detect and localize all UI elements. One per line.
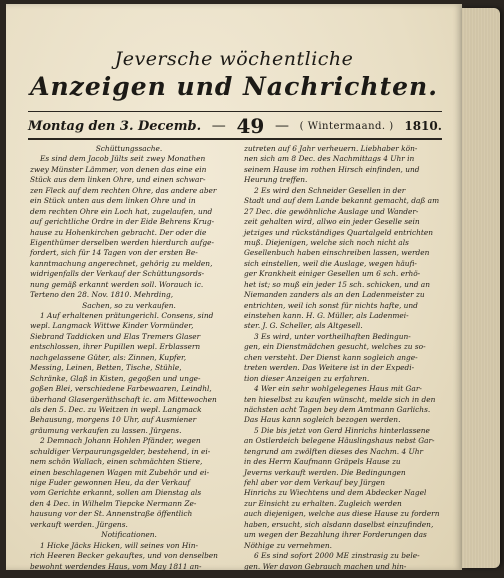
text-line: auch diejenigen, welche aus diese Hause zu fordern: [244, 509, 440, 519]
text-line: einstehen kann. H. G. Müller, als Ladenmei-: [244, 311, 409, 320]
text-line: auf gerichtliche Ordre in der Eide Behrens Krug-: [30, 217, 215, 227]
bottom-rule: [28, 138, 442, 140]
text-line: nächsten acht Tagen bey dem Amtmann Garlichs.: [244, 404, 431, 414]
text-line: fordert, sich für 14 Tagen von der ersten Be-: [30, 248, 198, 258]
text-line: gen. Wer davon Gebrauch machen und hin-: [244, 561, 407, 571]
top-rule: [28, 111, 442, 112]
text-line: Terteno den 28. Nov. 1810. Mehrding,: [30, 290, 174, 300]
text-line: chen versteht. Der Dienst kann sogleich ange-: [244, 352, 418, 362]
text-line: nachgelassene Güter, als: Zinnen, Kupfer,: [30, 352, 187, 362]
text-line: zwey Münster Lämmer, von denen das eine ein: [30, 164, 207, 174]
text-line: gräumung verkaufen zu lassen. Jürgens.: [30, 425, 182, 435]
text-line: entschlossen, ihrer Pupillen wepl. Erblassern: [30, 342, 201, 352]
text-line: zur Einsicht zu erhalten. Zugleich werden: [244, 498, 402, 508]
text-line: vom Gerichte erkannt, sollen am Dienstag als: [30, 488, 202, 498]
masthead-line-2: Anzeigen und Nachrichten.: [30, 72, 438, 101]
text-line: 2 Demnach Johann Hohlen Pfänder, wegen: [40, 436, 201, 446]
text-line: treten werden. Das Weitere ist in der Expedi-: [244, 363, 415, 373]
text-line: tengrund am zwölften dieses des Nachm. 4 Uhr: [244, 446, 424, 456]
text-line: Gesellenbuch haben einschreiben lassen, werden: [244, 248, 430, 258]
text-line: 4 Wer ein sehr wohlgelegenes Haus mit Gar-: [254, 384, 422, 394]
text-line: ster. J. G. Scheller, als Altgesell.: [244, 321, 363, 331]
text-line: 6 Es sind sofort 2000 ME zinstrasig zu bele-: [254, 551, 420, 561]
issue-date: Montag den 3. Decemb.: [28, 118, 202, 134]
text-line: zeit gehalten wird, allwo ein jeder Geselle sein: [244, 217, 420, 227]
left-column: [30, 144, 228, 571]
text-line: 2 Es wird den Schneider Gesellen in der: [254, 185, 406, 195]
text-line: hause zu Hohenkirchen gebracht. Der oder die: [30, 227, 207, 237]
text-line: Eigenthümer derselben werden hierdurch aufge-: [30, 237, 215, 247]
text-line: Behausung, morgens 10 Uhr, auf Ausmiener: [30, 415, 197, 425]
text-line: als den 5. Dec. zu Weitzen in wepl. Langmack: [30, 404, 202, 414]
text-line: 3 Es wird, unter vortheilhaften Bedingun-: [254, 331, 411, 341]
text-line: Schüttungssache.: [95, 144, 163, 153]
text-line: jetziges und rückständiges Quartalgeld entrichten: [244, 227, 433, 237]
text-line: fehl aber vor dem Verkauf bey Jürgen: [244, 478, 385, 487]
text-line: entrichten, weil ich sonst für nichts hafte, und: [244, 300, 418, 310]
text-line: überhand Glasergeräthschaft ic. am Mittewochen: [30, 394, 217, 404]
text-line: wepl. Langmack Wittwe Kinder Vormünder,: [30, 321, 194, 331]
month-name: ( Wintermaand. ): [299, 120, 394, 132]
text-line: 1 Auf erhaltenen prätungerichl. Consens, sind: [40, 311, 214, 320]
text-line: schuldiger Verpaurungsgelder, bestehend, in ei-: [30, 446, 211, 456]
text-line: einen beschlagenen Wagen mit Zubehör und ei-: [30, 467, 210, 477]
text-line: Sachen, so zu verkaufen.: [82, 300, 176, 310]
text-line: zen Fleck auf dem rechten Ohre, das andere aber: [30, 185, 217, 195]
text-line: Stadt und auf dem Lande bekannt gemacht, daß am: [244, 196, 440, 206]
text-line: het ist; so muß ein jeder 15 sch. schicken, und an: [244, 279, 430, 289]
text-line: ten hieselbst zu kaufen wünscht, melde sich in den: [244, 394, 436, 404]
text-line: Jeverns verkauft werden. Die Bedingungen: [244, 467, 406, 477]
right-column: [244, 144, 442, 571]
text-line: Messing, Leinen, Betten, Tische, Stühle,: [30, 363, 182, 373]
newspaper-page: [6, 4, 462, 570]
text-line: rich Heeren Becker gekauftes, und von denselben: [30, 551, 218, 561]
text-line: ein Stück unten aus dem linken Ohre und in: [30, 196, 196, 206]
text-line: in des Herrn Kaufmann Gräpels Hause zu: [244, 457, 401, 467]
text-line: bewohnt werdendes Haus, vom May 1811 an-: [30, 561, 202, 571]
dateline: [28, 116, 442, 136]
text-line: Siebrand Taddicken und Elas Tremers Glaser: [30, 331, 201, 341]
issue-number: 49: [236, 114, 265, 138]
text-line: muß. Diejenigen, welche sich noch nicht als: [244, 237, 409, 247]
text-line: Nöthige zu vernehmen.: [244, 540, 332, 550]
text-line: nen sich am 8 Dec. des Nachmittags 4 Uhr in: [244, 154, 415, 164]
text-line: Heurung treffen.: [244, 175, 308, 185]
text-line: den 4 Dec. in Wilhelm Tiepcke Nermann Ze-: [30, 498, 197, 508]
text-line: Das Haus kann sogleich bezogen werden.: [244, 415, 401, 425]
text-line: um wegen der Bezahlung ihrer Forderungen das: [244, 530, 427, 540]
text-line: widrigenfalls der Verkauf der Schüttungsords-: [30, 269, 205, 279]
text-line: nem schön Wallach, einen schmächten Stiere,: [30, 457, 203, 467]
text-line: an Ostlerdeich belegene Häuslingshaus nebst Gar-: [244, 436, 435, 446]
text-line: Notificationen.: [101, 530, 157, 540]
text-line: hausung vor der St. Annenstraße öffentlich: [30, 509, 193, 519]
text-line: verkauft werden. Jürgens.: [30, 519, 128, 529]
text-line: seinem Hause im rothen Hirsch einfinden, und: [244, 164, 420, 174]
text-line: Hinrichs zu Wiechtens und dem Abdecker Nagel: [244, 488, 427, 498]
page-edges: [462, 8, 500, 568]
text-line: dem rechten Ohre ein Loch hat, zugelaufen, und: [30, 206, 213, 216]
issue-year: 1810.: [404, 119, 442, 133]
text-line: sich einstellen, weil die Auslage, wegen häufi-: [244, 258, 417, 268]
text-line: nige Fuder gewonnen Heu, da der Verkauf: [30, 478, 191, 487]
text-line: 1 Hicke Jäcks Hicken, will seines von Hin-: [40, 540, 198, 550]
text-line: gen, ein Dienstmädchen gesucht, welches zu so-: [244, 342, 426, 352]
dash-right: —: [274, 118, 289, 134]
text-line: goßen Blei, verschiedene Farbewaaren, Leindhl,: [30, 384, 212, 394]
text-line: Niemanden zanders als an den Ladenmeister zu: [244, 290, 425, 300]
text-line: 27 Dec. die gewöhnliche Auslage und Wander-: [244, 206, 419, 216]
text-line: Stück aus dem linken Ohre, und einen schwar-: [30, 175, 206, 185]
text-line: Schränke, Glaß in Kisten, gegoßen und unge-: [30, 373, 201, 383]
dash-left: —: [211, 118, 226, 134]
masthead-line-1: Jeversche wöchentliche: [114, 48, 354, 70]
text-line: nung gemäß erkannt werden soll. Worauch ic.: [30, 279, 204, 289]
text-line: zutreten auf 6 Jahr verheuern. Liebhaber kön-: [244, 144, 418, 153]
text-line: ger Krankheit einiger Gesellen um 6 sch. erhö-: [244, 269, 421, 279]
text-line: 5 Die bis jetzt von Gerd Hinrichs hinterlassene: [254, 425, 430, 435]
text-line: Es sind dem Jacob Jülts seit zwey Monathen: [40, 154, 206, 164]
text-line: tion dieser Anzeigen zu erfahren.: [244, 373, 370, 383]
text-line: kanntmachung angerechnet, gehörig zu melden,: [30, 258, 213, 268]
text-line: haben, ersucht, sich alsdann daselbst einzufinden,: [244, 519, 434, 529]
